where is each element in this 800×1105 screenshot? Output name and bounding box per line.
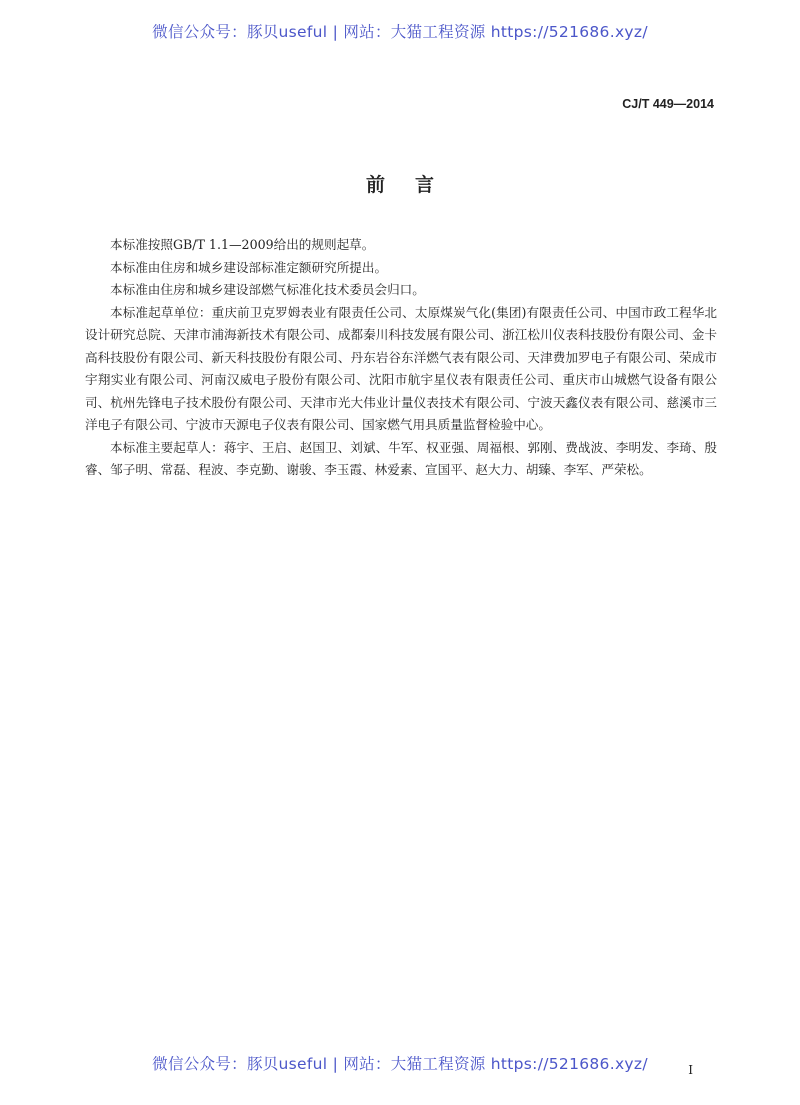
paragraph-proposer: 本标准由住房和城乡建设部标准定额研究所提出。 [110, 259, 388, 275]
page-number: I [688, 1063, 693, 1077]
foreword-body [85, 234, 717, 482]
paragraph-drafting-rules: 本标准按照GB/T 1.1—2009给出的规则起草。 [110, 237, 375, 252]
paragraph-drafting-units: 本标准起草单位：重庆前卫克罗姆表业有限责任公司、太原煤炭气化(集团)有限责任公司、中国市政工程华北设计研究总院、天津市浦海新技术有限公司、成都秦川科技发展有限公司、浙江松川仪表科技股份有限公司、金卡高科技股份有限公司、新天科技股份有限公司、丹东岩谷东洋燃气表有限公司、天津费加罗电子有限公司、荣成市宇翔实业有限公司、河南汉威电子股份有限公司、沈阳市航宇星仪表有限责任公司、重庆市山城燃气设备有限公司、杭州先锋电子技术股份有限公司、天津市光大伟业计量仪表技术有限公司、宁波天鑫仪表有限公司、慈溪市三洋电子有限公司、宁波市天源电子仪表有限公司、国家燃气用具质量监督检验中心。 [85, 304, 717, 432]
page-title: 前言 [365, 174, 464, 196]
watermark-top: 微信公众号：豚贝useful | 网站：大猫工程资源 https://521686.xyz/ [152, 23, 648, 41]
paragraph-drafters: 本标准主要起草人：蒋宇、王启、赵国卫、刘斌、牛军、权亚强、周福根、郭刚、费战波、李明发、李琦、殷睿、邹子明、常磊、程波、李克勤、谢骏、李玉霞、林爱素、宣国平、赵大力、胡臻、李军、严荣松。 [85, 439, 717, 477]
standard-code: CJ/T 449—2014 [622, 97, 714, 111]
paragraph-committee: 本标准由住房和城乡建设部燃气标准化技术委员会归口。 [110, 282, 425, 297]
watermark-bottom: 微信公众号：豚贝useful | 网站：大猫工程资源 https://521686.xyz/ [152, 1055, 648, 1073]
